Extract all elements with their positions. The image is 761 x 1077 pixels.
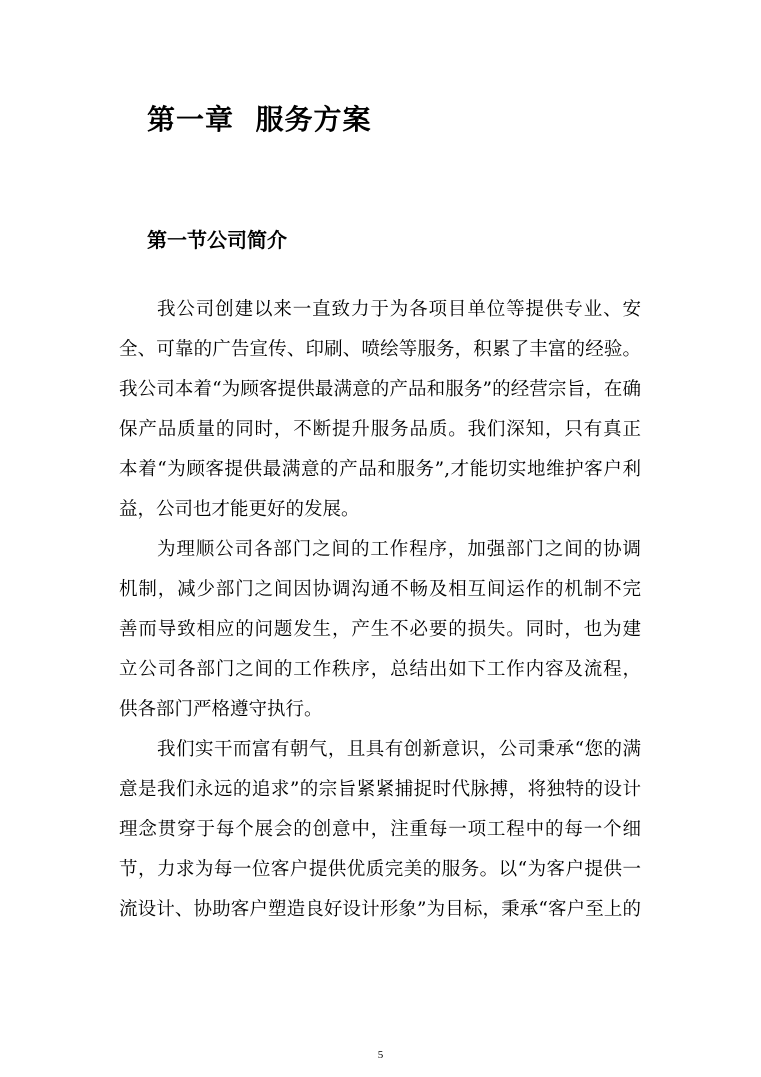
text-line: 流设计、协助客户塑造良好设计形象”为目标，秉承“客户至上的 (119, 899, 641, 920)
body-text (119, 290, 641, 930)
paragraph-philosophy (119, 730, 641, 930)
text-line: 节，力求为每一位客户提供优质完美的服务。以“为客户提供一 (119, 859, 641, 880)
text-line: 立公司各部门之间的工作秩序，总结出如下工作内容及流程， (119, 659, 641, 680)
text-line: 供各部门严格遵守执行。 (119, 699, 323, 720)
page-number: 5 (377, 1049, 384, 1061)
text-line: 本着“为顾客提供最满意的产品和服务”,才能切实地维护客户利 (119, 459, 641, 480)
text-line: 理念贯穿于每个展会的创意中，注重每一项工程中的每一个细 (119, 819, 641, 840)
text-line: 为理顺公司各部门之间的工作程序，加强部门之间的协调 (157, 539, 641, 560)
text-line: 保产品质量的同时，不断提升服务品质。我们深知，只有真正 (119, 419, 641, 440)
section-title: 第一节公司简介 (147, 228, 287, 252)
text-line: 我们实干而富有朝气，且具有创新意识，公司秉承“您的满 (157, 739, 641, 760)
paragraph-workflow (119, 530, 641, 730)
text-line: 机制，减少部门之间因协调沟通不畅及相互间运作的机制不完 (119, 579, 641, 600)
text-line: 我公司本着“为顾客提供最满意的产品和服务”的经营宗旨，在确 (119, 379, 641, 400)
text-line: 善而导致相应的问题发生，产生不必要的损失。同时，也为建 (119, 619, 641, 640)
text-line: 益，公司也才能更好的发展。 (119, 499, 360, 520)
text-line: 全、可靠的广告宣传、印刷、喷绘等服务，积累了丰富的经验。 (119, 339, 641, 360)
chapter-title: 第一章 服务方案 (147, 103, 372, 136)
paragraph-company-intro (119, 290, 641, 530)
text-line: 我公司创建以来一直致力于为各项目单位等提供专业、安 (157, 299, 641, 320)
text-line: 意是我们永远的追求”的宗旨紧紧捕捉时代脉搏，将独特的设计 (119, 779, 641, 800)
